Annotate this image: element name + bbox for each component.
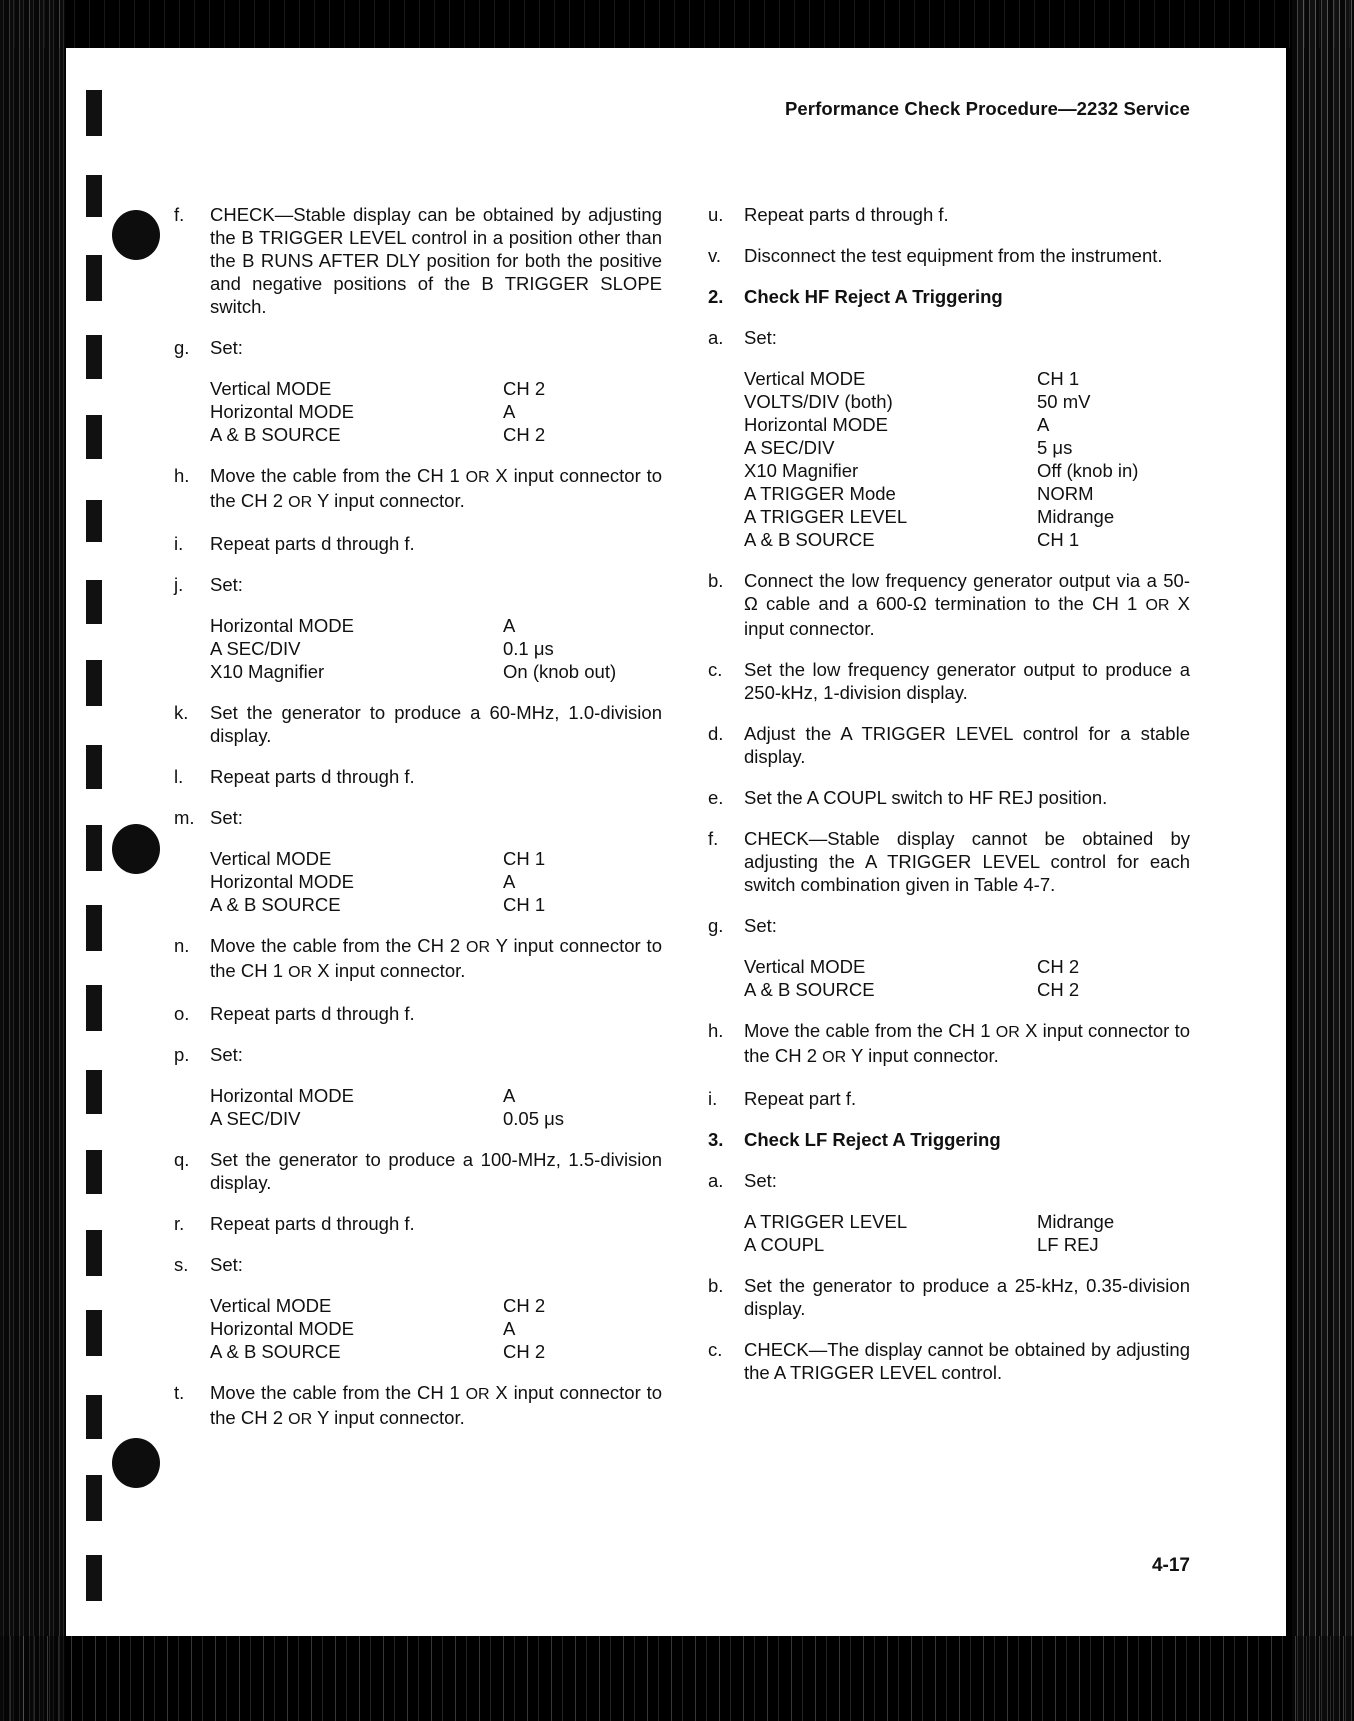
binding-mark — [86, 1555, 102, 1601]
binding-mark — [86, 1150, 102, 1194]
settings-table-a2 — [744, 367, 1190, 551]
binding-mark — [86, 580, 102, 624]
setting-key: Horizontal MODE — [210, 1318, 354, 1339]
step-text: Set: — [744, 1170, 777, 1191]
step-text: Set: — [210, 807, 243, 828]
setting-key: A & B SOURCE — [210, 894, 341, 915]
setting-value: 0.1 μs — [503, 638, 554, 659]
step-k — [174, 701, 662, 747]
or-connector: OR — [822, 1049, 847, 1066]
step-label: j. — [174, 574, 184, 595]
step-c3 — [708, 1338, 1190, 1384]
section-number: 2. — [708, 286, 724, 307]
setting-key: A & B SOURCE — [744, 979, 875, 1000]
step-label: a. — [708, 327, 724, 348]
setting-value: CH 1 — [1037, 529, 1080, 550]
setting-value: CH 2 — [503, 424, 546, 445]
setting-key: A TRIGGER Mode — [744, 483, 896, 504]
step-text: Set: — [210, 1254, 243, 1275]
setting-value: CH 1 — [503, 894, 546, 915]
step-label: e. — [708, 787, 724, 808]
setting-key: Vertical MODE — [210, 1295, 332, 1316]
settings-row — [744, 1210, 1190, 1233]
settings-row — [210, 1317, 662, 1340]
scan-edge-right — [1292, 0, 1354, 1721]
step-f — [174, 203, 662, 318]
punch-hole-middle — [112, 824, 160, 874]
step-label: t. — [174, 1382, 185, 1403]
or-connector: OR — [465, 469, 490, 486]
text-part: X input connector to the CH 2 — [210, 1382, 662, 1428]
settings-row — [744, 978, 1190, 1001]
settings-row — [210, 1294, 662, 1317]
setting-value: CH 2 — [503, 378, 546, 399]
step-text: Repeat parts d through f. — [210, 1213, 415, 1234]
text-part: Y input connector. — [846, 1045, 999, 1066]
binding-mark — [86, 1310, 102, 1356]
binding-mark — [86, 175, 102, 217]
setting-key: Vertical MODE — [744, 368, 866, 389]
setting-value: CH 2 — [503, 1341, 546, 1362]
scan-edge-left — [0, 0, 65, 1721]
step-text — [210, 464, 662, 514]
step-u — [708, 203, 1190, 226]
setting-key: A TRIGGER LEVEL — [744, 1211, 908, 1232]
scan-edge-top — [0, 0, 1354, 48]
settings-row — [210, 870, 662, 893]
step-text — [744, 569, 1190, 640]
section-heading-3 — [708, 1128, 1190, 1151]
step-label: m. — [174, 807, 195, 828]
setting-key: A & B SOURCE — [210, 424, 341, 445]
scan-edge-bottom — [0, 1636, 1354, 1721]
settings-table-g2 — [744, 955, 1190, 1001]
setting-key: Horizontal MODE — [210, 871, 354, 892]
page-number: 4-17 — [1151, 1555, 1190, 1576]
step-text — [210, 934, 662, 984]
or-connector: OR — [288, 964, 313, 981]
text-part: Y input connector. — [312, 1407, 465, 1428]
step-e2 — [708, 786, 1190, 809]
text-part: Move the cable from the CH 1 — [210, 1382, 466, 1403]
settings-row — [744, 367, 1190, 390]
settings-row — [744, 528, 1190, 551]
step-text: Disconnect the test equipment from the instrument. — [744, 245, 1163, 266]
setting-key: Vertical MODE — [210, 848, 332, 869]
binding-mark — [86, 415, 102, 459]
step-label: o. — [174, 1003, 190, 1024]
left-column — [174, 203, 662, 1449]
text-part: Y input connector. — [312, 490, 465, 511]
step-text: Set the low frequency generator output to produce a 250-kHz, 1-division display. — [744, 659, 1190, 703]
setting-value: A — [503, 871, 516, 892]
binding-mark — [86, 745, 102, 789]
step-label: q. — [174, 1149, 190, 1170]
step-s — [174, 1253, 662, 1276]
step-b2 — [708, 569, 1190, 640]
binding-mark — [86, 1475, 102, 1521]
setting-value: CH 2 — [1037, 956, 1080, 977]
or-connector: OR — [466, 939, 491, 956]
step-g2 — [708, 914, 1190, 937]
step-m — [174, 806, 662, 829]
setting-value: On (knob out) — [503, 661, 617, 682]
binding-mark — [86, 985, 102, 1031]
step-a2 — [708, 326, 1190, 349]
or-connector: OR — [465, 1386, 490, 1403]
step-label: g. — [174, 337, 190, 358]
settings-row — [210, 637, 662, 660]
settings-table-s — [210, 1294, 662, 1363]
settings-row — [210, 847, 662, 870]
settings-row — [744, 459, 1190, 482]
step-label: h. — [708, 1020, 724, 1041]
settings-row — [210, 1107, 662, 1130]
setting-key: A SEC/DIV — [210, 638, 301, 659]
text-part: X input connector to the CH 2 — [744, 1020, 1190, 1066]
step-label: h. — [174, 465, 190, 486]
punch-hole-top — [112, 210, 160, 260]
settings-row — [744, 436, 1190, 459]
binding-mark — [86, 90, 102, 136]
binding-mark — [86, 255, 102, 301]
step-text: Set: — [210, 574, 243, 595]
setting-key: Horizontal MODE — [744, 414, 888, 435]
step-text: Repeat part f. — [744, 1088, 857, 1109]
step-i — [174, 532, 662, 555]
setting-value: CH 1 — [503, 848, 546, 869]
step-text: Set: — [744, 327, 777, 348]
step-j — [174, 573, 662, 596]
setting-key: X10 Magnifier — [744, 460, 859, 481]
setting-key: X10 Magnifier — [210, 661, 325, 682]
step-r — [174, 1212, 662, 1235]
setting-value: 50 mV — [1037, 391, 1091, 412]
right-column — [708, 203, 1190, 1402]
text-part: Connect the low frequency generator output via a 50-Ω cable and a 600-Ω termination to the CH 1 — [744, 570, 1190, 614]
settings-row — [744, 505, 1190, 528]
step-n — [174, 934, 662, 984]
text-part: Move the cable from the CH 1 — [744, 1020, 996, 1041]
settings-table-a3 — [744, 1210, 1190, 1256]
step-label: f. — [174, 204, 185, 225]
step-text: Set: — [744, 915, 777, 936]
setting-key: A & B SOURCE — [744, 529, 875, 550]
step-f2 — [708, 827, 1190, 896]
step-b3 — [708, 1274, 1190, 1320]
text-part: X input connector to the CH 2 — [210, 465, 662, 511]
step-v — [708, 244, 1190, 267]
step-o — [174, 1002, 662, 1025]
step-label: v. — [708, 245, 722, 266]
step-text: Repeat parts d through f. — [210, 1003, 415, 1024]
settings-row — [744, 413, 1190, 436]
binding-marks — [86, 0, 106, 1721]
step-label: i. — [174, 533, 184, 554]
step-label: n. — [174, 935, 190, 956]
setting-key: A SEC/DIV — [744, 437, 835, 458]
binding-mark — [86, 1070, 102, 1114]
step-label: l. — [174, 766, 184, 787]
step-text: Adjust the A TRIGGER LEVEL control for a stable display. — [744, 723, 1190, 767]
setting-value: CH 2 — [503, 1295, 546, 1316]
step-label: f. — [708, 828, 719, 849]
step-label: a. — [708, 1170, 724, 1191]
setting-value: 5 μs — [1037, 437, 1073, 458]
setting-key: Horizontal MODE — [210, 615, 354, 636]
settings-row — [210, 423, 662, 446]
settings-table-j — [210, 614, 662, 683]
setting-value: A — [503, 615, 516, 636]
settings-table-p — [210, 1084, 662, 1130]
setting-key: A SEC/DIV — [210, 1108, 301, 1129]
step-h — [174, 464, 662, 514]
binding-mark — [86, 825, 102, 871]
setting-value: A — [503, 401, 516, 422]
step-q — [174, 1148, 662, 1194]
setting-key: VOLTS/DIV (both) — [744, 391, 893, 412]
step-label: i. — [708, 1088, 718, 1109]
step-text: Set: — [210, 1044, 243, 1065]
settings-row — [210, 400, 662, 423]
step-label: d. — [708, 723, 724, 744]
settings-row — [744, 390, 1190, 413]
step-text: Set: — [210, 337, 243, 358]
step-g — [174, 336, 662, 359]
text-part: X input connector. — [744, 593, 1190, 639]
step-text: CHECK—Stable display cannot be obtained by adjusting the A TRIGGER LEVEL control for each switch combination given in Table 4-7. — [744, 828, 1190, 895]
text-part: Move the cable from the CH 2 — [210, 935, 467, 956]
step-text — [210, 1381, 662, 1431]
step-l — [174, 765, 662, 788]
step-label: c. — [708, 1339, 723, 1360]
step-c2 — [708, 658, 1190, 704]
step-text: Repeat parts d through f. — [210, 766, 415, 787]
setting-value: A — [503, 1085, 516, 1106]
step-label: u. — [708, 204, 724, 225]
section-heading-2 — [708, 285, 1190, 308]
binding-mark — [86, 660, 102, 706]
step-label: c. — [708, 659, 723, 680]
settings-row — [744, 482, 1190, 505]
punch-hole-bottom — [112, 1438, 160, 1488]
settings-row — [210, 893, 662, 916]
setting-key: Vertical MODE — [210, 378, 332, 399]
step-text: Repeat parts d through f. — [744, 204, 949, 225]
settings-row — [210, 614, 662, 637]
setting-value: Midrange — [1037, 506, 1115, 527]
settings-row — [210, 1340, 662, 1363]
setting-value: 0.05 μs — [503, 1108, 565, 1129]
step-label: b. — [708, 1275, 724, 1296]
step-text: Set the generator to produce a 60-MHz, 1.0-division display. — [210, 702, 662, 746]
settings-row — [744, 1233, 1190, 1256]
step-label: k. — [174, 702, 189, 723]
setting-value: Midrange — [1037, 1211, 1115, 1232]
section-title: Check HF Reject A Triggering — [744, 286, 1003, 307]
step-text: Set the generator to produce a 100-MHz, 1.5-division display. — [210, 1149, 662, 1193]
step-label: p. — [174, 1044, 190, 1065]
step-text: Set the A COUPL switch to HF REJ position. — [744, 787, 1108, 808]
settings-row — [210, 660, 662, 683]
step-text: Set the generator to produce a 25-kHz, 0.35-division display. — [744, 1275, 1190, 1319]
setting-key: A TRIGGER LEVEL — [744, 506, 908, 527]
or-connector: OR — [288, 1411, 313, 1428]
section-title: Check LF Reject A Triggering — [744, 1129, 1001, 1150]
settings-row — [210, 377, 662, 400]
setting-key: A COUPL — [744, 1234, 825, 1255]
step-i2 — [708, 1087, 1190, 1110]
text-part: Y input connector to the CH 1 — [210, 935, 662, 981]
step-text — [744, 1019, 1190, 1069]
binding-mark — [86, 1230, 102, 1276]
step-text: CHECK—The display cannot be obtained by adjusting the A TRIGGER LEVEL control. — [744, 1339, 1190, 1383]
section-number: 3. — [708, 1129, 724, 1150]
step-label: g. — [708, 915, 724, 936]
setting-value: NORM — [1037, 483, 1094, 504]
settings-row — [210, 1084, 662, 1107]
step-a3 — [708, 1169, 1190, 1192]
step-p — [174, 1043, 662, 1066]
step-t — [174, 1381, 662, 1431]
setting-key: Horizontal MODE — [210, 401, 354, 422]
setting-key: A & B SOURCE — [210, 1341, 341, 1362]
step-text: CHECK—Stable display can be obtained by adjusting the B TRIGGER LEVEL control in a position other than the B RUNS AFTER DLY position for both the positive and negative positions of the B TRIGGER SLOPE switch. — [210, 204, 662, 317]
or-connector: OR — [288, 494, 313, 511]
setting-value: CH 2 — [1037, 979, 1080, 1000]
setting-value: CH 1 — [1037, 368, 1080, 389]
step-d2 — [708, 722, 1190, 768]
text-part: Move the cable from the CH 1 — [210, 465, 466, 486]
setting-value: A — [1037, 414, 1050, 435]
setting-value: Off (knob in) — [1037, 460, 1139, 481]
settings-table-m — [210, 847, 662, 916]
text-part: X input connector. — [312, 960, 466, 981]
setting-value: LF REJ — [1037, 1234, 1099, 1255]
or-connector: OR — [995, 1024, 1020, 1041]
step-label: r. — [174, 1213, 185, 1234]
binding-mark — [86, 1395, 102, 1439]
step-label: b. — [708, 570, 724, 591]
setting-key: Horizontal MODE — [210, 1085, 354, 1106]
settings-table-g — [210, 377, 662, 446]
settings-row — [744, 955, 1190, 978]
binding-mark — [86, 335, 102, 379]
step-h2 — [708, 1019, 1190, 1069]
step-label: s. — [174, 1254, 189, 1275]
binding-mark — [86, 500, 102, 542]
step-text: Repeat parts d through f. — [210, 533, 415, 554]
page-header: Performance Check Procedure—2232 Service — [784, 98, 1190, 119]
setting-value: A — [503, 1318, 516, 1339]
binding-mark — [86, 905, 102, 951]
or-connector: OR — [1145, 597, 1170, 614]
setting-key: Vertical MODE — [744, 956, 866, 977]
